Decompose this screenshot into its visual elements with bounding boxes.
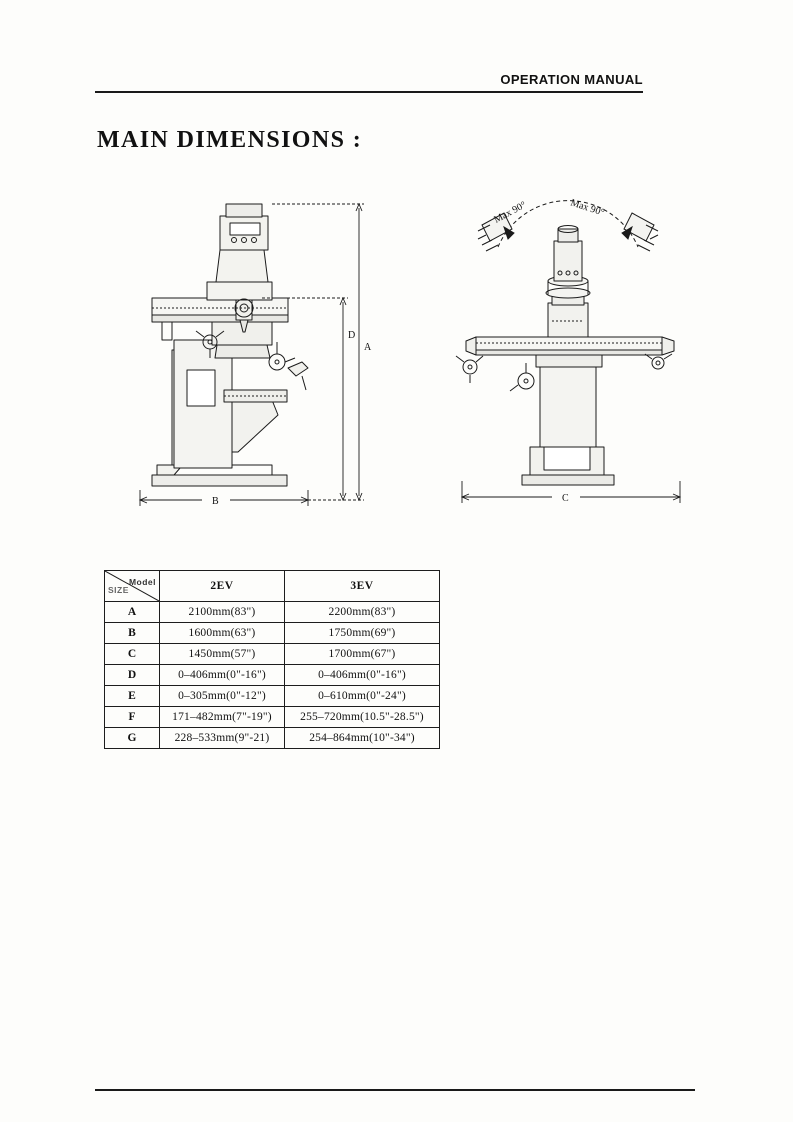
milling-machine-front-view <box>452 185 692 510</box>
row-letter: F <box>105 707 160 728</box>
cell-2ev: 1450mm(57") <box>160 644 285 665</box>
table-header-row <box>105 571 440 602</box>
row-letter: A <box>105 602 160 623</box>
cell-3ev: 0–610mm(0"-24") <box>285 686 440 707</box>
figure-label-c: C <box>562 493 569 504</box>
cell-3ev: 0–406mm(0"-16") <box>285 665 440 686</box>
table-row <box>105 665 440 686</box>
page-header <box>95 72 643 93</box>
table-row <box>105 644 440 665</box>
table-row <box>105 707 440 728</box>
row-letter: B <box>105 623 160 644</box>
corner-size-label: SIZE <box>108 585 129 595</box>
table-row <box>105 686 440 707</box>
page-title: MAIN DIMENSIONS : <box>97 127 363 153</box>
cell-2ev: 228–533mm(9"-21) <box>160 728 285 749</box>
cell-3ev: 254–864mm(10"-34") <box>285 728 440 749</box>
side-view-drawing <box>112 190 392 510</box>
column-header-3ev: 3EV <box>285 571 440 602</box>
figure-label-a: A <box>364 342 372 353</box>
cell-2ev: 171–482mm(7"-19") <box>160 707 285 728</box>
cell-2ev: 0–305mm(0"-12") <box>160 686 285 707</box>
dimensions-table-container <box>104 570 439 749</box>
row-letter: D <box>105 665 160 686</box>
cell-2ev: 1600mm(63") <box>160 623 285 644</box>
figure-label-d: D <box>348 330 356 341</box>
milling-machine-side-view <box>112 190 392 510</box>
cell-3ev: 255–720mm(10.5"-28.5") <box>285 707 440 728</box>
row-letter: E <box>105 686 160 707</box>
cell-2ev: 2100mm(83") <box>160 602 285 623</box>
figure-label-max90-right: Max 90° <box>569 197 606 219</box>
cell-3ev: 1750mm(69") <box>285 623 440 644</box>
header-divider <box>95 91 643 93</box>
header-title: OPERATION MANUAL <box>500 72 643 87</box>
column-header-2ev: 2EV <box>160 571 285 602</box>
table-corner-cell <box>105 571 160 602</box>
row-letter: C <box>105 644 160 665</box>
figure-label-max90-left: Max 90° <box>492 199 529 226</box>
table-row <box>105 728 440 749</box>
figure-label-b: B <box>212 496 219 507</box>
cell-3ev: 2200mm(83") <box>285 602 440 623</box>
cell-2ev: 0–406mm(0"-16") <box>160 665 285 686</box>
cell-3ev: 1700mm(67") <box>285 644 440 665</box>
dimensions-table <box>104 570 440 749</box>
front-view-drawing <box>452 185 692 510</box>
corner-model-label: Model <box>128 577 156 587</box>
footer-divider <box>95 1089 695 1091</box>
row-letter: G <box>105 728 160 749</box>
table-row <box>105 602 440 623</box>
table-row <box>105 623 440 644</box>
